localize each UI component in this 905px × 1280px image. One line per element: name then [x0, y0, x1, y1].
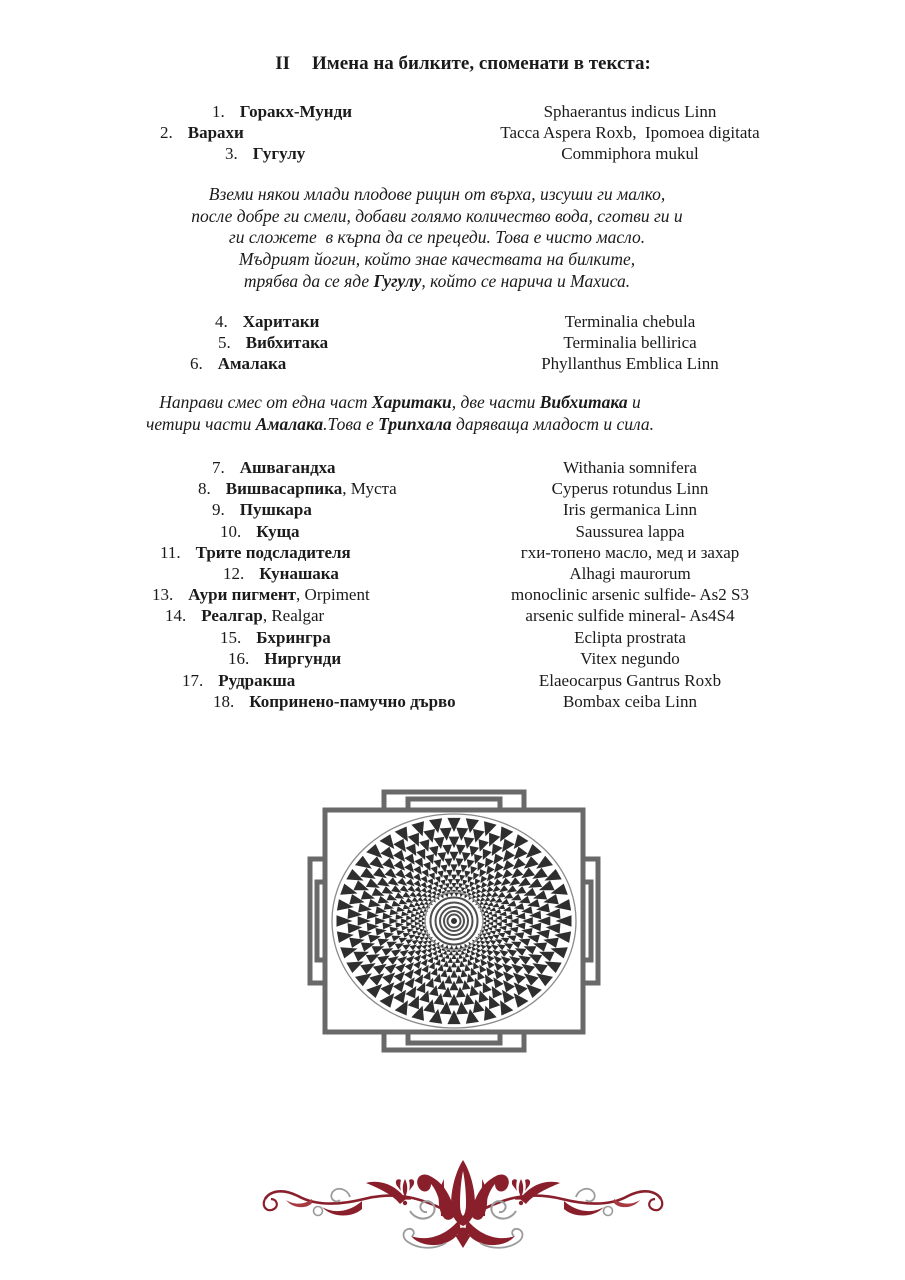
page-title: [0, 53, 905, 75]
verse-line: Мъдрият йогин, който знае качествата на билките,: [238, 249, 636, 270]
title-text: Имена на билките, споменати в текста:: [312, 53, 651, 74]
herb-row: [0, 542, 905, 563]
herb-number: 11.: [160, 543, 181, 562]
herb-name: Трите подсладителя: [195, 543, 351, 562]
herb-name: Вишвасарпика: [225, 479, 343, 498]
herb-number: 12.: [223, 564, 245, 583]
verse-line: ги сложете в кърпа да се прецеди. Това е чисто масло.: [228, 227, 646, 248]
herb-name: Куща: [256, 522, 300, 541]
herb-name: Аури пигмент: [188, 585, 297, 604]
herb-name: Реалгар: [201, 606, 263, 625]
verse-line: четири части Амалака.Това е Трипхала даряваща младост и сила.: [146, 414, 654, 434]
herb-name: Гугулу: [252, 144, 306, 163]
herb-name: Рудракша: [218, 671, 296, 690]
herb-name-suffix: , Realgar: [262, 606, 325, 625]
herb-row: [0, 627, 905, 648]
herb-row: [0, 122, 905, 143]
herb-number: 8.: [198, 479, 211, 498]
herb-name-suffix: , Муста: [342, 479, 397, 498]
herb-name: Вибхитака: [245, 333, 329, 352]
herb-number: 7.: [212, 458, 225, 477]
herb-number: 5.: [218, 333, 231, 352]
herb-number: 9.: [212, 500, 225, 519]
herb-latin-name: Elaeocarpus Gantrus Roxb: [538, 671, 722, 690]
herb-row: [0, 499, 905, 520]
herb-number: 4.: [215, 312, 228, 331]
herb-name: Амалака: [217, 354, 287, 373]
herb-latin-name: monoclinic arsenic sulfide- As2 S3: [511, 585, 749, 604]
herb-number: 1.: [212, 102, 225, 121]
herb-number: 14.: [165, 606, 187, 625]
herb-row: [0, 605, 905, 626]
herb-row: [0, 691, 905, 712]
herb-number: 2.: [160, 123, 173, 142]
herb-latin-name: Alhagi maurorum: [569, 564, 691, 583]
herb-latin-name: Phyllanthus Emblica Linn: [541, 354, 719, 373]
herb-name: Горакх-Мунди: [239, 102, 352, 121]
title-numeral: II: [275, 53, 290, 74]
flourish-half: [466, 1175, 663, 1248]
herb-latin-name: Cyperus rotundus Linn: [551, 479, 709, 498]
herb-latin-name: Withania somnifera: [563, 458, 697, 477]
herb-latin-name: Sphaerantus indicus Linn: [543, 102, 717, 121]
herb-number: 3.: [225, 144, 238, 163]
herb-row: [0, 311, 905, 332]
herb-name: Кунашака: [259, 564, 339, 583]
herb-name-suffix: , Orpiment: [296, 585, 370, 604]
herb-row: [0, 143, 905, 164]
herb-row: [0, 332, 905, 353]
herb-latin-name: Terminalia bellirica: [563, 333, 697, 352]
herb-name: Копринено-памучно дърво: [249, 692, 456, 711]
verse-line: Направи смес от една част Харитаки, две части Вибхитака и: [159, 392, 641, 412]
herb-row: [0, 584, 905, 605]
herb-name: Ашвагандха: [239, 458, 336, 477]
herb-latin-name: Tacca Aspera Roxb, Ipomoea digitata: [500, 123, 760, 142]
herb-number: 13.: [152, 585, 174, 604]
herb-number: 17.: [182, 671, 204, 690]
herb-name: Бхрингра: [256, 628, 331, 647]
herb-row: [0, 478, 905, 499]
mixture-paragraph: [75, 391, 725, 435]
herb-row: [0, 457, 905, 478]
verse-line: Вземи някои млади плодове рицин от върха, изсуши ги малко,: [208, 184, 666, 204]
herb-latin-name: гхи-топено масло, мед и захар: [520, 543, 740, 562]
herb-row: [0, 648, 905, 669]
herb-number: 15.: [220, 628, 242, 647]
herb-row: [0, 670, 905, 691]
verse-paragraph: [112, 184, 762, 293]
herb-latin-name: arsenic sulfide mineral- As4S4: [525, 606, 735, 625]
herb-number: 10.: [220, 522, 242, 541]
verse-line: трябва да се яде Гугулу, който се нарича и Махиса.: [243, 270, 631, 291]
herb-row: [0, 563, 905, 584]
herb-name: Ниргунди: [264, 649, 342, 668]
herb-latin-name: Iris germanica Linn: [562, 500, 698, 519]
herb-number: 16.: [228, 649, 250, 668]
herb-name: Харитаки: [242, 312, 320, 331]
floral-flourish-divider: [258, 1155, 668, 1251]
herb-latin-name: Bombax ceiba Linn: [562, 692, 698, 711]
herb-row: [0, 521, 905, 542]
herb-number: 18.: [213, 692, 235, 711]
herb-number: 6.: [190, 354, 203, 373]
herb-row: [0, 101, 905, 122]
herb-row: [0, 353, 905, 374]
sri-yantra-mandala-figure: [297, 782, 607, 1068]
herb-latin-name: Saussurea lappa: [575, 522, 685, 541]
verse-line: после добре ги смели, добави голямо количество вода, сготви ги и: [191, 205, 683, 226]
herb-name: Пушкара: [239, 500, 312, 519]
herb-latin-name: Terminalia chebula: [564, 312, 696, 331]
herb-latin-name: Commiphora mukul: [561, 144, 699, 163]
herb-name: Варахи: [187, 123, 244, 142]
center-bullseye: [425, 892, 483, 950]
herb-latin-name: Vitex negundo: [580, 649, 680, 668]
herb-latin-name: Eclipta prostrata: [574, 628, 686, 647]
